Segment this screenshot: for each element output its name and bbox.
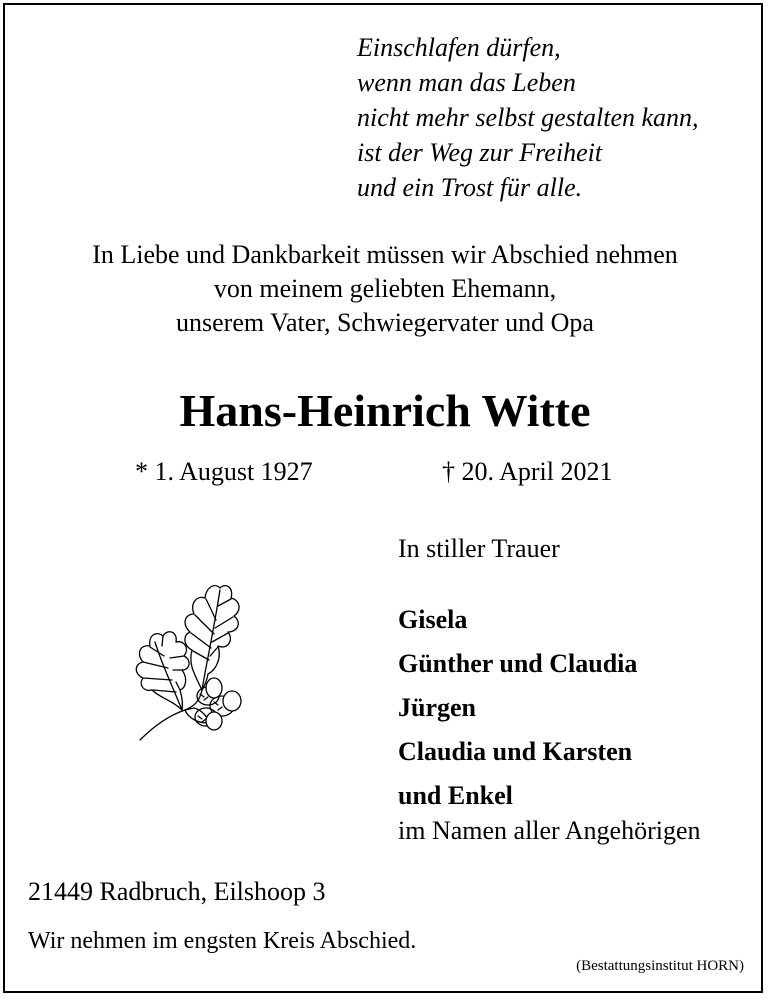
- intro-line: von meinem geliebten Ehemann,: [213, 274, 557, 303]
- poem-line: ist der Weg zur Freiheit: [357, 138, 603, 167]
- mourner-name: Jürgen: [398, 693, 476, 722]
- on-behalf-text: im Namen aller Angehörigen: [398, 816, 701, 845]
- poem-line: wenn man das Leben: [357, 68, 576, 97]
- mourning-heading: In stiller Trauer: [398, 534, 560, 563]
- mourner-name: Günther und Claudia: [398, 649, 638, 678]
- poem-line: Einschlafen dürfen,: [357, 33, 561, 62]
- undertaker-credit: (Bestattungsinstitut HORN): [576, 958, 744, 974]
- poem-line: und ein Trost für alle.: [357, 173, 583, 202]
- intro-line: unserem Vater, Schwiegervater und Opa: [176, 308, 594, 337]
- death-date: † 20. April 2021: [442, 457, 613, 486]
- oak-leaves-acorns-icon: [110, 570, 245, 745]
- mourners-list: [398, 598, 637, 818]
- deceased-name: Hans-Heinrich Witte: [179, 385, 591, 436]
- intro-line: In Liebe und Dankbarkeit müssen wir Abschied nehmen: [92, 240, 678, 269]
- farewell-note: Wir nehmen im engsten Kreis Abschied.: [28, 928, 417, 954]
- address: 21449 Radbruch, Eilshoop 3: [28, 877, 326, 906]
- birth-date: * 1. August 1927: [135, 457, 313, 486]
- poem-line: nicht mehr selbst gestalten kann,: [357, 103, 699, 132]
- mourner-name: Claudia und Karsten: [398, 737, 633, 766]
- mourner-name: und Enkel: [398, 781, 513, 810]
- intro-text: [0, 238, 770, 340]
- poem: [357, 30, 699, 205]
- mourner-name: Gisela: [398, 605, 468, 634]
